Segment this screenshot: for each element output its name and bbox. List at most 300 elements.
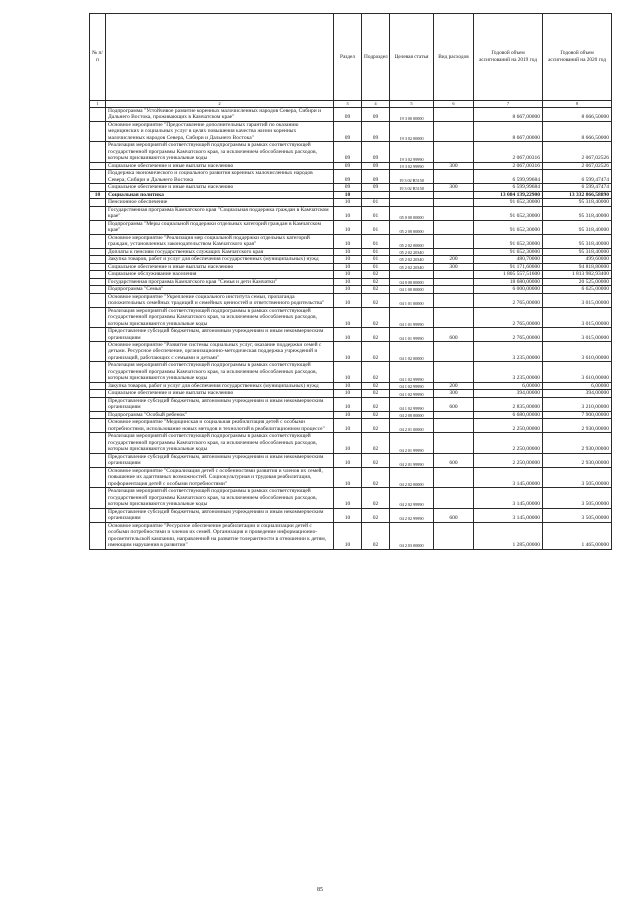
row-expense-type [434,142,474,162]
row-amount-2020: 3 505,00000 [543,508,612,522]
row-podrazdel: 09 [362,108,390,122]
row-amount-2019: 2 067,00316 [474,142,543,162]
row-amount-2020: 3 015,00000 [543,307,612,327]
row-expense-type: 600 [434,328,474,342]
table-row [90,248,612,255]
row-podrazdel: 02 [362,278,390,285]
table-row [90,256,612,263]
row-amount-2019: 2 067,00316 [474,162,543,169]
column-number: 5 [390,101,434,108]
row-podrazdel: 02 [362,382,390,389]
row-amount-2020: 95 318,40000 [543,206,612,220]
row-number [90,328,106,342]
row-amount-2019: 3 145,00000 [474,508,543,522]
table-row [90,382,612,389]
row-name: Предоставление субсидий бюджетным, автономным учреждениям и иным некоммерческим организациям [106,508,334,522]
row-expense-type [434,220,474,234]
row-amount-2019: 6 599,99684 [474,170,543,184]
row-name: Реализация мероприятий соответствующей подпрограммы в рамках соответствующей государственной программы Камчатского края, за исключением обособленных расходов, которым присваиваются уникальные коды [106,488,334,508]
row-amount-2019: 91 171,60000 [474,263,543,270]
row-razdel: 10 [334,278,362,285]
row-razdel: 10 [334,248,362,255]
row-razdel: 09 [334,142,362,162]
row-target-article: 04 1 01 00000 [390,293,434,307]
table-row [90,278,612,285]
row-number [90,220,106,234]
table-row [90,362,612,382]
row-amount-2020: 3 610,00000 [543,362,612,382]
row-podrazdel: 01 [362,263,390,270]
row-razdel: 10 [334,191,362,198]
row-podrazdel [362,191,390,198]
row-amount-2020: 2 930,00000 [543,419,612,433]
table-row [90,293,612,307]
row-podrazdel: 09 [362,184,390,191]
row-target-article: 04 2 01 99990 [390,453,434,467]
row-target-article: 04 1 02 99990 [390,390,434,397]
row-podrazdel: 02 [362,328,390,342]
row-name: Государственная программа Камчатского края "Семья и дети Камчатки" [106,278,334,285]
row-number [90,341,106,361]
row-number [90,433,106,453]
row-razdel: 10 [334,488,362,508]
row-expense-type [434,234,474,248]
row-amount-2020: 3 505,00000 [543,467,612,487]
row-razdel: 09 [334,170,362,184]
row-name: Государственная программа Камчатского края "Социальная поддержка граждан в Камчатском крае" [106,206,334,220]
row-podrazdel: 02 [362,522,390,549]
row-podrazdel: 02 [362,286,390,293]
row-target-article: 04 1 02 00000 [390,341,434,361]
header-csr: Целевая статья [390,14,434,101]
row-amount-2019: 8 667,00000 [474,108,543,122]
header-name [106,14,334,101]
table-row [90,184,612,191]
table-row [90,220,612,234]
row-number [90,248,106,255]
table-row [90,206,612,220]
row-amount-2019: 91 652,30000 [474,234,543,248]
row-target-article: 05 2 02 00000 [390,234,434,248]
row-podrazdel: 01 [362,220,390,234]
row-podrazdel: 02 [362,390,390,397]
row-target-article [390,271,434,278]
row-razdel: 09 [334,121,362,141]
row-amount-2020: 499,60000 [543,256,612,263]
row-name: Предоставление субсидий бюджетным, автономным учреждениям и иным некоммерческим организациям [106,453,334,467]
row-podrazdel: 01 [362,206,390,220]
table-row [90,390,612,397]
row-target-article: 19 3 02 00000 [390,121,434,141]
row-amount-2020: 6 599,47474 [543,184,612,191]
row-expense-type: 600 [434,453,474,467]
row-amount-2020: 394,00000 [543,390,612,397]
table-row [90,522,612,549]
row-target-article: 19 3 00 00000 [390,108,434,122]
row-podrazdel: 02 [362,433,390,453]
row-expense-type: 300 [434,390,474,397]
row-expense-type [434,286,474,293]
row-number [90,184,106,191]
table-row [90,419,612,433]
row-expense-type [434,433,474,453]
page-number: 85 [317,887,323,893]
row-target-article: 04 1 01 99990 [390,328,434,342]
row-podrazdel: 09 [362,162,390,169]
row-name: Пенсионное обеспечение [106,199,334,206]
row-target-article: 04 1 02 99990 [390,362,434,382]
table-body [90,101,612,550]
row-razdel: 09 [334,184,362,191]
table-row [90,508,612,522]
row-razdel: 10 [334,328,362,342]
row-razdel: 10 [334,220,362,234]
header-podrazdel: Подраздел [362,14,390,101]
row-podrazdel: 02 [362,341,390,361]
row-target-article [390,191,434,198]
table-row [90,263,612,270]
row-amount-2020: 2 930,00000 [543,433,612,453]
row-expense-type [434,206,474,220]
row-expense-type [434,488,474,508]
row-expense-type [434,170,474,184]
row-podrazdel: 09 [362,121,390,141]
row-podrazdel: 02 [362,293,390,307]
row-name: Подпрограмма "Меры социальной поддержки отдельных категорий граждан в Камчатском крае" [106,220,334,234]
row-number [90,522,106,549]
table-row [90,108,612,122]
row-expense-type: 300 [434,263,474,270]
table-row [90,341,612,361]
row-name: Основное мероприятие "Укрепление социального института семьи, пропаганда положительных семейных традиций и семейных ценностей и ответственного родительства" [106,293,334,307]
row-expense-type [434,121,474,141]
row-amount-2020: 7 900,00000 [543,411,612,418]
row-amount-2020: 1 813 982,93400 [543,271,612,278]
row-name: Закупка товаров, работ и услуг для обеспечения государственных (муниципальных) нужд [106,382,334,389]
table-row [90,467,612,487]
row-razdel: 10 [334,411,362,418]
row-amount-2020: 3 210,00000 [543,397,612,411]
row-target-article: 19 3 02 R5150 [390,170,434,184]
row-razdel: 10 [334,419,362,433]
row-number [90,293,106,307]
row-number [90,271,106,278]
row-number [90,362,106,382]
row-amount-2019: 2 250,00000 [474,453,543,467]
row-name: Социальное обслуживание населения [106,271,334,278]
row-number: 10 [90,191,106,198]
row-name: Основное мероприятие "Социализация детей с особенностями развития и членов их семей, повышение их адаптивных возможностей. Социокультурная и трудовая реабилитация, профориентация детей с особыми потребностями" [106,467,334,487]
row-podrazdel: 01 [362,234,390,248]
row-amount-2020: 8 666,50000 [543,108,612,122]
row-razdel: 09 [334,108,362,122]
row-target-article: 19 3 02 99990 [390,142,434,162]
row-number [90,256,106,263]
row-number [90,390,106,397]
row-expense-type [434,307,474,327]
row-podrazdel: 02 [362,362,390,382]
row-number [90,142,106,162]
row-amount-2019: 2 250,00000 [474,419,543,433]
row-amount-2020: 1 465,00000 [543,522,612,549]
row-expense-type [434,411,474,418]
row-expense-type [434,199,474,206]
row-target-article: 05 2 02 20340 [390,248,434,255]
row-amount-2020: 20 525,00000 [543,278,612,285]
row-expense-type: 200 [434,256,474,263]
row-target-article: 19 3 02 R5150 [390,184,434,191]
row-podrazdel: 01 [362,248,390,255]
row-amount-2020: 95 318,40000 [543,234,612,248]
row-amount-2020: 3 015,00000 [543,293,612,307]
row-number [90,397,106,411]
row-number [90,108,106,122]
row-podrazdel: 02 [362,419,390,433]
row-expense-type [434,419,474,433]
row-target-article [390,199,434,206]
row-podrazdel: 02 [362,271,390,278]
header-razdel: Раздел [334,14,362,101]
row-amount-2019: 6 680,00000 [474,411,543,418]
row-target-article: 05 0 00 00000 [390,206,434,220]
row-name: Социальное обеспечение и иные выплаты населению [106,390,334,397]
row-podrazdel: 02 [362,411,390,418]
header-2020: Годовой объем ассигнований на 2020 год [543,14,612,101]
row-amount-2019: 91 652,30000 [474,248,543,255]
row-razdel: 10 [334,433,362,453]
row-razdel: 10 [334,362,362,382]
row-target-article: 04 2 01 99990 [390,433,434,453]
table-row [90,121,612,141]
table-row [90,433,612,453]
column-number: 6 [434,101,474,108]
row-amount-2019: 2 765,00000 [474,328,543,342]
row-razdel: 10 [334,522,362,549]
row-target-article: 04 2 02 99990 [390,508,434,522]
row-number [90,206,106,220]
row-name: Поддержка экономического и социального развития коренных малочисленных народов Севера, Сибири и Дальнего Востока [106,170,334,184]
row-target-article: 04 0 00 00000 [390,278,434,285]
row-podrazdel: 02 [362,467,390,487]
row-amount-2019: 6,00000 [474,382,543,389]
table-row [90,411,612,418]
table-row [90,271,612,278]
row-razdel: 09 [334,162,362,169]
budget-table [89,13,612,550]
row-name: Основное мероприятие "Реализация мер социальной поддержки отдельных категорий граждан, установленных законодательством Камчатского края" [106,234,334,248]
row-name: Реализация мероприятий соответствующей подпрограммы в рамках соответствующей государственной программы Камчатского края, за исключением обособленных расходов, которым присваиваются уникальные коды [106,307,334,327]
row-amount-2019: 6 000,00000 [474,286,543,293]
row-podrazdel: 01 [362,256,390,263]
row-target-article: 04 2 02 00000 [390,467,434,487]
row-name: Основное мероприятие "Ресурсное обеспечение реабилитации и социализации детей с особыми потребностями и членов их семей. Организация и проведение информационно-просветительской кампании, направленной на развитие толерантности в отношении к детям, имеющим нарушения в развитии" [106,522,334,549]
row-amount-2019: 1 285,00000 [474,522,543,549]
row-amount-2020: 13 332 866,58890 [543,191,612,198]
row-amount-2020: 2 067,02526 [543,162,612,169]
row-expense-type [434,271,474,278]
row-amount-2020: 6,00000 [543,382,612,389]
row-name: Социальное обеспечение и иные выплаты населению [106,184,334,191]
row-number [90,278,106,285]
row-amount-2019: 2 765,00000 [474,293,543,307]
row-name: Социальная политика [106,191,334,198]
row-number [90,263,106,270]
row-razdel: 10 [334,508,362,522]
row-expense-type [434,293,474,307]
row-expense-type [434,467,474,487]
row-target-article: 04 2 01 00000 [390,419,434,433]
table-row [90,453,612,467]
row-number [90,162,106,169]
row-amount-2020: 95 318,40000 [543,248,612,255]
row-amount-2019: 13 084 139,22900 [474,191,543,198]
row-amount-2019: 2 835,00000 [474,397,543,411]
row-amount-2020: 2 930,00000 [543,453,612,467]
row-name: Социальное обеспечение и иные выплаты населению [106,162,334,169]
row-name: Предоставление субсидий бюджетным, автономным учреждениям и иным некоммерческим организациям [106,397,334,411]
column-numbers-row [90,101,612,108]
row-name: Реализация мероприятий соответствующей подпрограммы в рамках соответствующей государственной программы Камчатского края, за исключением обособленных расходов, которым присваиваются уникальные коды [106,433,334,453]
row-number [90,419,106,433]
table-row [90,191,612,198]
row-razdel: 10 [334,307,362,327]
row-target-article: 04 1 01 99990 [390,307,434,327]
row-razdel: 10 [334,397,362,411]
table-row [90,199,612,206]
row-amount-2019: 8 667,00000 [474,121,543,141]
row-amount-2019: 3 145,00000 [474,488,543,508]
row-name: Реализация мероприятий соответствующей подпрограммы в рамках соответствующей государственной программы Камчатского края, за исключением обособленных расходов, которым присваиваются уникальные коды [106,362,334,382]
row-amount-2020: 95 318,40000 [543,199,612,206]
row-expense-type [434,191,474,198]
header-num: № п/п [90,14,106,101]
row-razdel: 10 [334,234,362,248]
table-row [90,142,612,162]
table-row [90,328,612,342]
row-expense-type: 300 [434,184,474,191]
column-number: 2 [106,101,334,108]
row-number [90,488,106,508]
row-target-article: 04 1 02 99990 [390,382,434,389]
row-razdel: 10 [334,286,362,293]
row-name: Основное мероприятие "Развитие системы социальных услуг, оказание поддержки семей с детьми. Ресурсное обеспечение, организационно-методическая поддержка учреждений и организаций, работающих с семьями и детьми" [106,341,334,361]
row-target-article: 04 2 03 00000 [390,522,434,549]
row-name: Основное мероприятие "Предоставление дополнительных гарантий по оказанию медицинских и социальных услуг в целях повышения качества жизни коренных малочисленных народов Севера, Сибири и Дальнего Востока" [106,121,334,141]
row-amount-2019: 91 652,30000 [474,199,543,206]
row-target-article: 05 2 02 20340 [390,263,434,270]
row-name: Подпрограмма "Устойчивое развитие коренных малочисленных народов Севера, Сибири и Дальнего Востока, проживающих в Камчатском крае" [106,108,334,122]
row-number [90,453,106,467]
row-razdel: 10 [334,467,362,487]
row-expense-type [434,248,474,255]
row-name: Основное мероприятие "Медицинская и социальная реабилитация детей с особыми потребностями, использование новых методов и технологий в реабилитационном процессе" [106,419,334,433]
row-expense-type: 600 [434,397,474,411]
row-amount-2019: 2 765,00000 [474,307,543,327]
row-expense-type [434,108,474,122]
row-name: Подпрограмма "Особый ребенок" [106,411,334,418]
row-razdel: 10 [334,382,362,389]
row-razdel: 10 [334,271,362,278]
row-amount-2020: 3 610,00000 [543,341,612,361]
row-target-article: 04 1 00 00000 [390,286,434,293]
row-target-article: 04 2 02 99990 [390,488,434,508]
row-razdel: 10 [334,341,362,361]
row-number [90,411,106,418]
row-name: Подпрограмма "Семья" [106,286,334,293]
row-number [90,467,106,487]
row-name: Реализация мероприятий соответствующей подпрограммы в рамках соответствующей государственной программы Камчатского края, за исключением обособленных расходов, которым присваиваются уникальные коды [106,142,334,162]
row-number [90,121,106,141]
row-amount-2019: 91 652,30000 [474,206,543,220]
row-razdel: 10 [334,390,362,397]
row-amount-2020: 95 318,40000 [543,220,612,234]
table-row [90,488,612,508]
row-name: Предоставление субсидий бюджетным, автономным учреждениям и иным некоммерческим организациям [106,328,334,342]
row-expense-type [434,522,474,549]
row-podrazdel: 02 [362,488,390,508]
row-amount-2020: 3 015,00000 [543,328,612,342]
row-podrazdel: 09 [362,170,390,184]
row-name: Закупка товаров, работ и услуг для обеспечения государственных (муниципальных) нужд [106,256,334,263]
table-row [90,286,612,293]
column-number: 1 [90,101,106,108]
row-amount-2019: 3 235,00000 [474,362,543,382]
column-number: 7 [474,101,543,108]
row-target-article: 04 2 00 00000 [390,411,434,418]
row-expense-type [434,278,474,285]
row-podrazdel: 09 [362,142,390,162]
row-razdel: 10 [334,263,362,270]
row-razdel: 10 [334,199,362,206]
row-podrazdel: 02 [362,508,390,522]
row-podrazdel: 02 [362,453,390,467]
table-row [90,397,612,411]
row-amount-2020: 94 818,80000 [543,263,612,270]
row-number [90,382,106,389]
row-target-article: 04 1 02 99990 [390,397,434,411]
table-row [90,234,612,248]
table-header [90,14,612,101]
row-podrazdel: 02 [362,397,390,411]
row-amount-2019: 1 805 557,51600 [474,271,543,278]
table-row [90,170,612,184]
table-row [90,307,612,327]
table-row [90,162,612,169]
row-name: Социальное обеспечение и иные выплаты населению [106,263,334,270]
row-amount-2020: 6 599,47474 [543,170,612,184]
row-amount-2019: 3 145,00000 [474,467,543,487]
row-target-article: 05 2 02 20340 [390,256,434,263]
row-number [90,234,106,248]
row-amount-2019: 6 599,99684 [474,184,543,191]
row-number [90,508,106,522]
row-razdel: 10 [334,293,362,307]
row-razdel: 10 [334,256,362,263]
row-amount-2020: 2 067,02526 [543,142,612,162]
row-number [90,170,106,184]
row-amount-2019: 394,00000 [474,390,543,397]
row-amount-2020: 6 625,00000 [543,286,612,293]
row-amount-2019: 2 250,00000 [474,433,543,453]
row-amount-2019: 480,70000 [474,256,543,263]
column-number: 3 [334,101,362,108]
row-number [90,307,106,327]
row-expense-type: 300 [434,162,474,169]
row-amount-2020: 8 666,50000 [543,121,612,141]
row-target-article: 05 2 00 00000 [390,220,434,234]
column-number: 4 [362,101,390,108]
row-podrazdel: 02 [362,307,390,327]
